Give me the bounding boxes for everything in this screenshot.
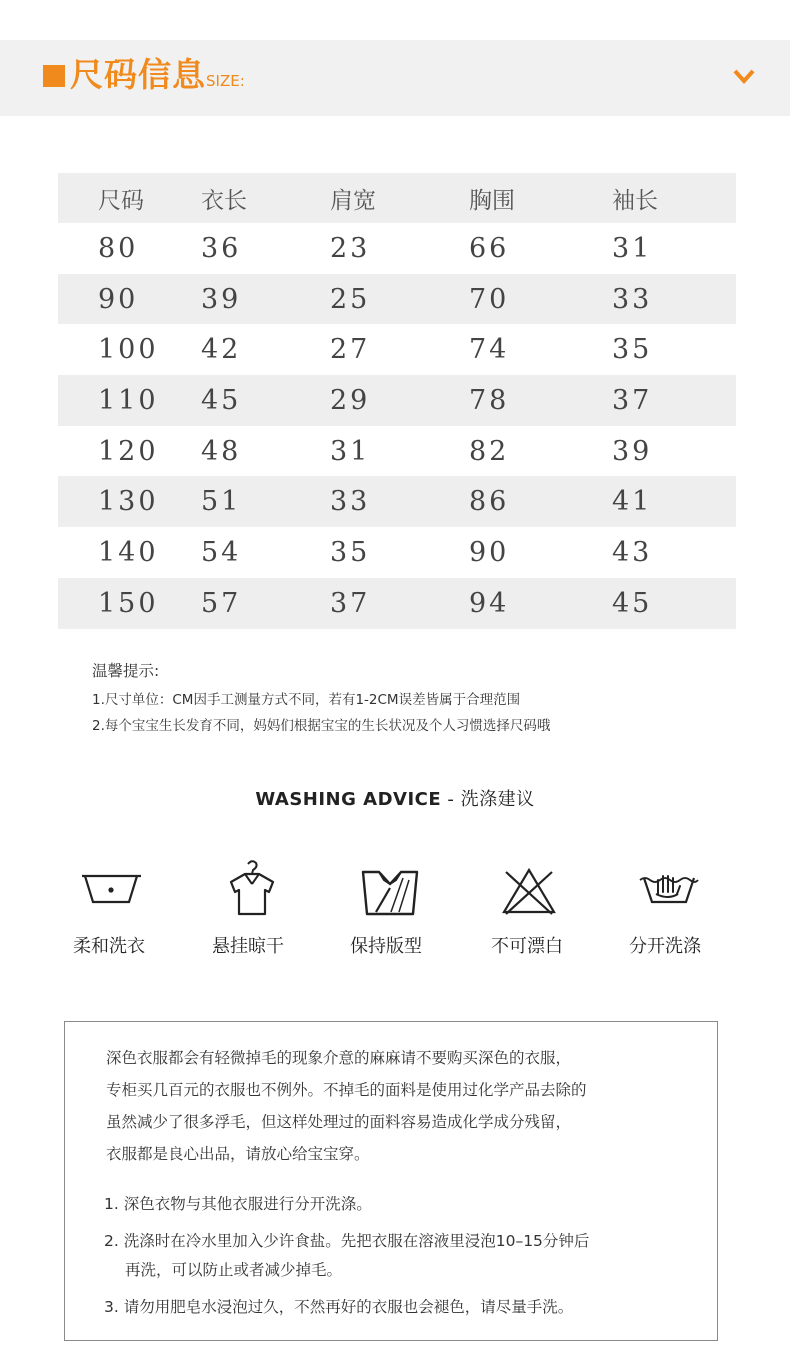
table-row: [58, 274, 736, 325]
table-cell: 80: [98, 232, 139, 264]
table-cell: 36: [201, 232, 242, 264]
table-cell: 42: [201, 334, 242, 366]
column-header: 袖长: [612, 173, 736, 223]
table-cell: 25: [330, 274, 469, 325]
wash-label: 保持版型: [350, 936, 422, 957]
table-cell: 120: [98, 435, 159, 467]
table-cell: 48: [201, 435, 242, 467]
list-item: 3. 请勿用肥皂水浸泡过久，不然再好的衣服也会褪色，请尽量手洗。: [104, 1298, 574, 1316]
wash-label: 分开洗涤: [629, 936, 701, 957]
no-bleach-icon: [494, 858, 564, 918]
wash-label: 悬挂晾干: [212, 936, 284, 957]
size-info-header: [0, 40, 790, 116]
washing-title-cn: 洗涤建议: [460, 789, 535, 810]
table-row: [58, 426, 736, 477]
table-cell: 90: [469, 536, 510, 568]
size-table-header: [58, 173, 736, 223]
size-table: [58, 173, 736, 629]
table-cell: 37: [330, 578, 469, 629]
notice-line: 衣服都是良心出品，请放心给宝宝穿。: [106, 1145, 370, 1163]
table-row: [58, 476, 736, 527]
table-cell: 74: [469, 334, 510, 366]
washing-title-separator: -: [441, 789, 461, 810]
table-cell: 35: [330, 536, 371, 568]
table-row: [58, 223, 736, 274]
notice-line: 深色衣服都会有轻微掉毛的现象介意的麻麻请不要购买深色的衣服，: [106, 1049, 572, 1067]
washing-title-en: WASHING ADVICE: [255, 789, 442, 810]
wash-label: 柔和洗衣: [73, 936, 145, 957]
table-cell: 27: [330, 334, 371, 366]
table-cell: 33: [330, 476, 469, 527]
table-cell: 51: [201, 476, 330, 527]
orange-square-icon: [43, 65, 65, 87]
wash-label: 不可漂白: [491, 936, 563, 957]
table-cell: 23: [330, 232, 371, 264]
table-row: [58, 324, 736, 375]
table-cell: 82: [469, 435, 510, 467]
table-cell: 110: [58, 375, 201, 426]
table-cell: 39: [612, 435, 653, 467]
table-cell: 140: [98, 536, 159, 568]
table-cell: 31: [330, 435, 371, 467]
table-cell: 94: [469, 578, 612, 629]
table-cell: 90: [58, 274, 201, 325]
gentle-wash-icon: [77, 858, 147, 918]
table-cell: 29: [330, 375, 469, 426]
tips-block: [92, 659, 550, 739]
section-subtitle: SIZE:: [206, 72, 245, 90]
table-cell: 57: [201, 578, 330, 629]
tip-line: 1.尺寸单位：CM因手工测量方式不同，若有1-2CM误差皆属于合理范围: [92, 692, 521, 708]
column-header: 尺码: [58, 173, 201, 223]
section-title: [70, 55, 245, 101]
table-cell: 150: [58, 578, 201, 629]
table-cell: 35: [612, 334, 653, 366]
table-cell: 41: [612, 476, 736, 527]
column-header: 肩宽: [330, 173, 469, 223]
table-cell: 45: [201, 375, 330, 426]
table-cell: 86: [469, 476, 612, 527]
table-cell: 100: [98, 334, 159, 366]
table-cell: 45: [612, 578, 736, 629]
washing-title: [0, 785, 790, 811]
table-cell: 43: [612, 536, 653, 568]
table-row: [58, 578, 736, 629]
keep-shape-icon: [357, 858, 427, 918]
column-header: 衣长: [201, 173, 330, 223]
table-cell: 39: [201, 274, 330, 325]
notice-line: 虽然减少了很多浮毛，但这样处理过的面料容易造成化学成分残留，: [106, 1113, 572, 1131]
table-cell: 130: [58, 476, 201, 527]
notice-line: 专柜买几百元的衣服也不例外。不掉毛的面料是使用过化学产品去除的: [106, 1081, 587, 1099]
notice-list: [104, 1190, 589, 1322]
notice-box: [64, 1021, 718, 1341]
chevron-down-icon[interactable]: [733, 68, 755, 84]
table-cell: 66: [469, 232, 510, 264]
section-title-text: 尺码信息: [70, 55, 206, 94]
tips-title: 温馨提示:: [92, 662, 160, 680]
table-cell: 37: [612, 375, 736, 426]
list-item: 2. 洗涤时在冷水里加入少许食盐。先把衣服在溶液里浸泡10–15分钟后: [104, 1232, 590, 1250]
hand-wash-icon: [634, 858, 704, 918]
table-cell: 54: [201, 536, 242, 568]
table-cell: 31: [612, 232, 653, 264]
list-item-continued: 再洗，可以防止或者减少掉毛。: [125, 1261, 343, 1279]
table-cell: 33: [612, 274, 736, 325]
notice-paragraph: [106, 1042, 587, 1170]
hang-dry-icon: [219, 858, 289, 918]
list-item: 1. 深色衣物与其他衣服进行分开洗涤。: [104, 1195, 372, 1213]
table-cell: 70: [469, 274, 612, 325]
column-header: 胸围: [469, 173, 612, 223]
tip-line: 2.每个宝宝生长发育不同，妈妈们根据宝宝的生长状况及个人习惯选择尺码哦: [92, 718, 551, 734]
table-row: [58, 375, 736, 426]
table-row: [58, 527, 736, 578]
table-cell: 78: [469, 375, 612, 426]
